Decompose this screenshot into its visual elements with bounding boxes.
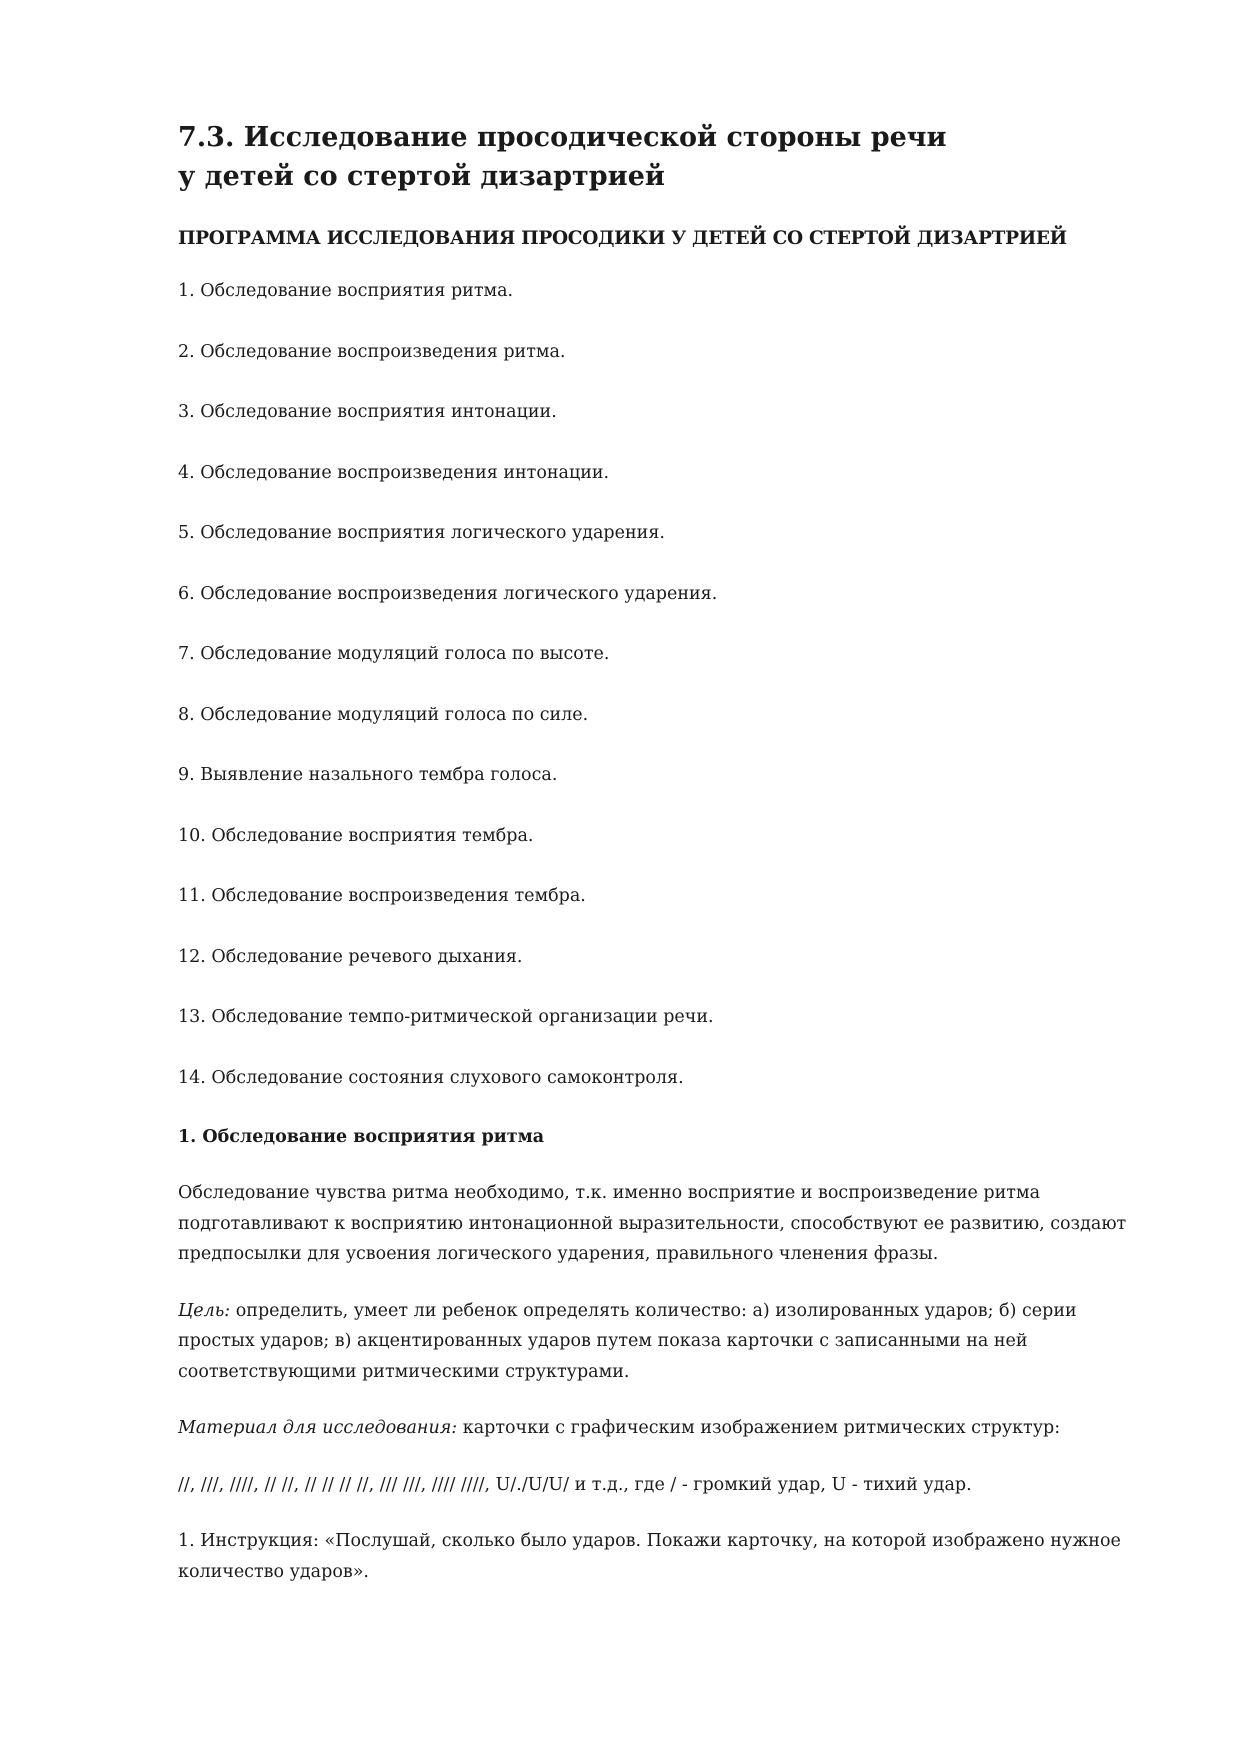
list-item: 5. Обследование восприятия логического ударения. xyxy=(178,523,665,543)
material-text: карточки с графическим изображением ритмических структур: xyxy=(457,1418,1061,1438)
list-item: 10. Обследование восприятия тембра. xyxy=(178,825,534,846)
goal-label: Цель: xyxy=(178,1300,231,1321)
goal-paragraph xyxy=(178,1296,1138,1388)
list-item: 11. Обследование воспроизведения тембра. xyxy=(178,886,586,906)
rhythm-structures-line: //, ///, ////, // //, // // // //, /// ///, //// ////, U/./U/U/ и т.д., где / - громкий удар, U - тихий удар. xyxy=(178,1474,972,1495)
material-paragraph xyxy=(178,1413,1138,1444)
list-item: 8. Обследование модуляций голоса по силе. xyxy=(178,704,589,725)
section-heading: 1. Обследование восприятия ритма xyxy=(178,1127,545,1147)
page-title xyxy=(178,118,1138,196)
list-item: 9. Выявление назального тембра голоса. xyxy=(178,765,558,785)
list-item: 13. Обследование темпо-ритмической организации речи. xyxy=(178,1007,714,1027)
list-item: 6. Обследование воспроизведения логического ударения. xyxy=(178,583,718,604)
list-item: 3. Обследование восприятия интонации. xyxy=(178,402,557,422)
list-item: 4. Обследование воспроизведения интонации. xyxy=(178,462,610,483)
instruction-paragraph: 1. Инструкция: «Послушай, сколько было ударов. Покажи карточку, на которой изображено нужное количество ударов». xyxy=(178,1531,1121,1582)
program-list xyxy=(178,276,1138,1093)
list-item: 2. Обследование воспроизведения ритма. xyxy=(178,341,566,362)
program-heading: ПРОГРАММА ИССЛЕДОВАНИЯ ПРОСОДИКИ У ДЕТЕЙ СО СТЕРТОЙ ДИЗАРТРИЕЙ xyxy=(178,228,1067,249)
page-title-line-1: 7.3. Исследование просодической стороны речи xyxy=(178,122,947,153)
list-item: 12. Обследование речевого дыхания. xyxy=(178,946,523,967)
document-page xyxy=(178,118,1138,1587)
goal-text: определить, умеет ли ребенок определять количество: а) изолированных ударов; б) серии простых ударов; в) акцентированных ударов путем показа карточки с записанными на ней соответствующими ритмическими структурами. xyxy=(178,1300,1077,1382)
list-item: 14. Обследование состояния слухового самоконтроля. xyxy=(178,1067,684,1088)
list-item: 1. Обследование восприятия ритма. xyxy=(178,281,514,301)
page-title-line-2: у детей со стертой дизартрией xyxy=(178,161,665,192)
list-item: 7. Обследование модуляций голоса по высоте. xyxy=(178,644,610,664)
section-intro-paragraph: Обследование чувства ритма необходимо, т.к. именно восприятие и воспроизведение ритма подготавливают к восприятию интонационной выразительности, способствуют ее развитию, создают предпосылки для усвоения логического ударения, правильного членения фразы. xyxy=(178,1183,1127,1264)
material-label: Материал для исследования: xyxy=(178,1418,458,1438)
